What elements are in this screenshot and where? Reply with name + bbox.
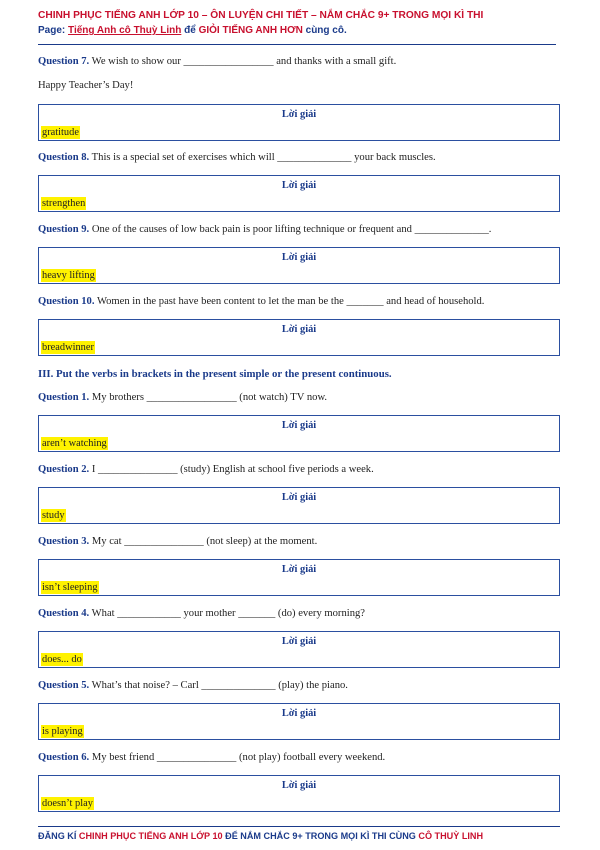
page-link[interactable]: Tiếng Anh cô Thuỳ Linh <box>68 25 182 36</box>
answer-label: Lời giải <box>281 492 317 503</box>
extra-line: Happy Teacher’s Day! <box>38 80 134 91</box>
answer-text: is playing <box>42 726 83 737</box>
answer-box-q7 <box>38 104 560 141</box>
header-title: CHINH PHỤC TIẾNG ANH LỚP 10 – ÔN LUYỆN CHI TIẾT – NẮM CHẮC 9+ TRONG MỌI KÌ THI <box>38 10 484 21</box>
footer-part2: CHINH PHỤC TIẾNG ANH LỚP 10 <box>78 831 223 841</box>
question-6: Question 6. My best friend _______________ (not play) football every weekend. <box>38 752 386 763</box>
header-divider <box>38 44 556 45</box>
answer-label: Lời giải <box>281 564 317 575</box>
answer-text: heavy lifting <box>42 270 95 281</box>
question-7: Question 7. We wish to show our _________________ and thanks with a small gift. <box>38 56 397 67</box>
answer-text: doesn’t play <box>42 798 93 809</box>
answer-box-q2 <box>38 487 560 524</box>
answer-label: Lời giải <box>281 324 317 335</box>
answer-label: Lời giải <box>281 252 317 263</box>
question-1: Question 1. My brothers _________________ (not watch) TV now. <box>38 392 328 403</box>
answer-box-q9 <box>38 247 560 284</box>
answer-box-q10 <box>38 319 560 356</box>
answer-box-q4 <box>38 631 560 668</box>
page-prefix: Page: <box>38 25 69 36</box>
page-mid: để <box>181 25 199 36</box>
answer-text: gratitude <box>42 127 79 138</box>
answer-text: breadwinner <box>42 342 94 353</box>
footer-part1: ĐĂNG KÍ <box>38 831 79 841</box>
question-2: Question 2. I _______________ (study) English at school five periods a week. <box>38 464 374 475</box>
answer-text: does... do <box>42 654 82 665</box>
answer-box-q3 <box>38 559 560 596</box>
header-page-line <box>38 25 563 36</box>
answer-text: strengthen <box>42 198 86 209</box>
answer-text: aren’t watching <box>42 438 107 449</box>
answer-box-q8 <box>38 175 560 212</box>
question-8: Question 8. This is a special set of exercises which will ______________ your back muscles. <box>38 152 436 163</box>
answer-label: Lời giải <box>281 780 317 791</box>
answer-text: study <box>42 510 65 521</box>
page-header <box>38 10 563 36</box>
question-10: Question 10. Women in the past have been content to let the man be the _______ and head of household. <box>38 296 485 307</box>
footer-part3: ĐỂ NẮM CHẮC 9+ TRONG MỌI KÌ THI CÙNG <box>222 831 419 841</box>
answer-text: isn’t sleeping <box>42 582 98 593</box>
question-9: Question 9. One of the causes of low back pain is poor lifting technique or frequent and ______________. <box>38 224 492 235</box>
page-red-text: GIỎI TIẾNG ANH HƠN <box>198 25 303 36</box>
answer-box-q6 <box>38 775 560 812</box>
question-5: Question 5. What’s that noise? – Carl ______________ (play) the piano. <box>38 680 348 691</box>
footer-part4: CÔ THUỲ LINH <box>418 831 484 841</box>
question-4: Question 4. What ____________ your mother _______ (do) every morning? <box>38 608 365 619</box>
answer-box-q5 <box>38 703 560 740</box>
answer-label: Lời giải <box>281 180 317 191</box>
answer-box-q1 <box>38 415 560 452</box>
page-suffix: cùng cô. <box>302 25 347 36</box>
answer-label: Lời giải <box>281 420 317 431</box>
page-footer <box>38 831 483 841</box>
footer-divider <box>38 826 560 827</box>
answer-label: Lời giải <box>281 109 317 120</box>
answer-label: Lời giải <box>281 636 317 647</box>
question-3: Question 3. My cat _______________ (not sleep) at the moment. <box>38 536 318 547</box>
answer-label: Lời giải <box>281 708 317 719</box>
section-title: III. Put the verbs in brackets in the present simple or the present continuous. <box>38 368 392 380</box>
